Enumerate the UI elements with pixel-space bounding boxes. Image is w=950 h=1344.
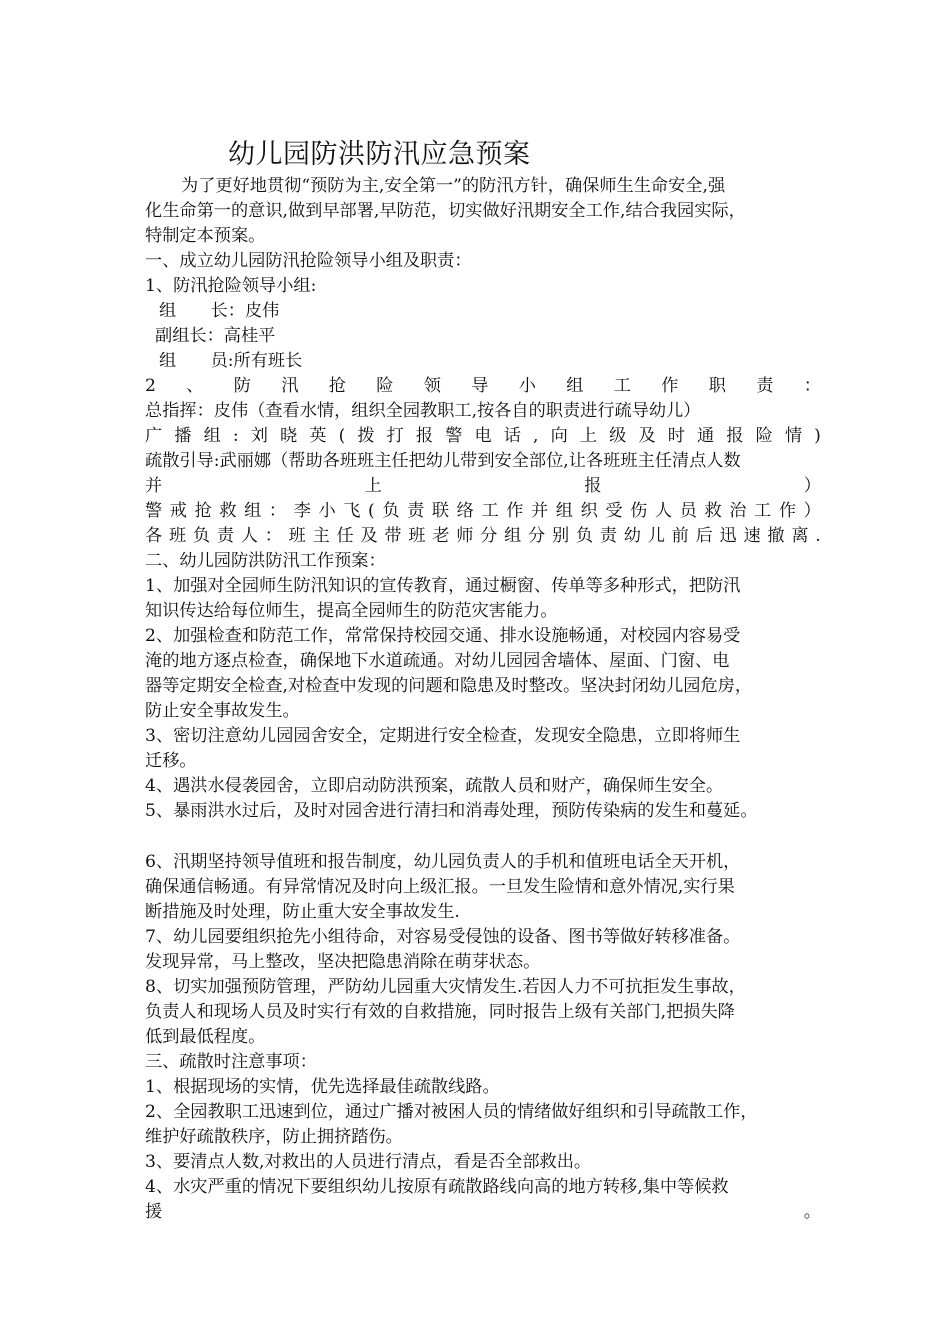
duty-line-evacuation-cont: 并 上 报 ） — [145, 476, 821, 496]
section-2-item-line: 5、暴雨洪水过后，及时对园舍进行清扫和消毒处理，预防传染病的发生和蔓延。 — [145, 801, 758, 821]
section-2-item-line: 确保通信畅通。有异常情况及时向上级汇报。一旦发生险情和意外情况,实行果 — [145, 877, 735, 897]
section-3-item-line: 2、全园教职工迅速到位，通过广播对被困人员的情绪做好组织和引导疏散工作， — [145, 1102, 758, 1122]
section-2-item-line: 断措施及时处理，防止重大安全事故发生. — [145, 902, 460, 922]
document-body — [145, 174, 821, 1225]
section-2-item-line: 低到最低程度。 — [145, 1027, 266, 1047]
section-1-heading: 一、成立幼儿园防汛抢险领导小组及职责： — [145, 251, 472, 271]
section-2-item-line: 7、幼儿园要组织抢先小组待命，对容易受侵蚀的设备、图书等做好转移准备。 — [145, 927, 741, 947]
section-2-item-line: 防止安全事故发生。 — [145, 701, 300, 721]
document-title: 幼儿园防洪防汛应急预案 — [228, 139, 531, 170]
section-3-item-line: 3、要清点人数,对救出的人员进行清点，看是否全部救出。 — [145, 1152, 592, 1172]
duty-line-broadcast: 广 播 组 : 刘 晓 英 ( 拨 打 报 警 电 话 , 向 上 级 及 时 通 报 险 情 ) — [145, 426, 821, 446]
section-2-items — [145, 574, 821, 824]
section-3-items — [145, 1075, 821, 1200]
section-2-item-line: 知识传达给每位师生，提高全园师生的防范灾害能力。 — [145, 601, 558, 621]
intro-line: 化生命第一的意识,做到早部署,早防范，切实做好汛期安全工作,结合我园实际， — [145, 201, 746, 221]
section-3-item-line: 维护好疏散秩序，防止拥挤踏伤。 — [145, 1127, 403, 1147]
duty-line-rescue: 警 戒 抢 救 组 ： 李 小 飞 ( 负 责 联 络 工 作 并 组 织 受 伤 人 员 救 治 工 作 ） — [145, 501, 821, 521]
duty-line-class-heads: 各 班 负 责 人 ： 班 主 任 及 带 班 老 师 分 组 分 别 负 责 幼 儿 前 后 迅 速 撤 离 . — [145, 526, 821, 546]
section-3-heading: 三、疏散时注意事项： — [145, 1052, 317, 1072]
section-2-item-line: 4、遇洪水侵袭园舍，立即启动防洪预案，疏散人员和财产，确保师生安全。 — [145, 776, 724, 796]
intro-line: 特制定本预案。 — [145, 226, 266, 246]
section-2-item-line: 淹的地方逐点检查，确保地下水道疏通。对幼儿园园舍墙体、屋面、门窗、电 — [145, 651, 730, 671]
section-2-item-line: 6、汛期坚持领导值班和报告制度，幼儿园负责人的手机和值班电话全天开机， — [145, 852, 741, 872]
section-3-item-line: 4、水灾严重的情况下要组织幼儿按原有疏散路线向高的地方转移,集中等候救 — [145, 1177, 729, 1197]
section-2-item-line: 负责人和现场人员及时实行有效的自救措施，同时报告上级有关部门,把损失降 — [145, 1002, 735, 1022]
blank-line — [145, 824, 821, 850]
intro-line: 为了更好地贯彻“预防为主,安全第一”的防汛方针，确保师生生命安全,强 — [181, 176, 726, 196]
members-line: 组 员:所有班长 — [159, 351, 303, 371]
section-2-item-line: 3、密切注意幼儿园园舍安全，定期进行安全检查，发现安全隐患，立即将师生 — [145, 726, 741, 746]
section-2-item-line: 8、切实加强预防管理，严防幼儿园重大灾情发生.若因人力不可抗拒发生事故， — [145, 977, 746, 997]
section-2-item-line: 发现异常，马上整改，坚决把隐患消除在萌芽状态。 — [145, 952, 541, 972]
last-line-text: 援 — [145, 1202, 163, 1222]
section-2-item-line: 器等定期安全检查,对检查中发现的问题和隐患及时整改。坚决封闭幼儿园危房， — [145, 676, 753, 696]
section-2-item-line: 2、加强检查和防范工作，常常保持校园交通、排水设施畅通，对校园内容易受 — [145, 626, 741, 646]
section-3-item-line: 1、根据现场的实情，优先选择最佳疏散线路。 — [145, 1077, 500, 1097]
section-2-items-continued — [145, 850, 821, 1050]
section-2-heading: 二、幼儿园防洪防汛工作预案： — [145, 551, 386, 571]
last-line-period: 。 — [803, 1202, 821, 1222]
leader-line: 组 长：皮伟 — [159, 301, 280, 321]
last-line — [145, 1200, 821, 1225]
subsection-2-heading: 2 、 防 汛 抢 险 领 导 小 组 工 作 职 责 ： — [145, 376, 821, 396]
section-2-item-line: 1、加强对全园师生防汛知识的宣传教育，通过橱窗、传单等多种形式，把防汛 — [145, 576, 741, 596]
duty-line-evacuation: 疏散引导:武丽娜（帮助各班班主任把幼儿带到安全部位,让各班班主任清点人数 — [145, 451, 741, 471]
duty-line-commander: 总指挥：皮伟（查看水情，组织全园教职工,按各自的职责进行疏导幼儿） — [145, 401, 701, 421]
section-2-item-line: 迁移。 — [145, 751, 197, 771]
subsection-1-heading: 1、防汛抢险领导小组: — [145, 276, 317, 296]
deputy-leader-line: 副组长：高桂平 — [155, 326, 276, 346]
